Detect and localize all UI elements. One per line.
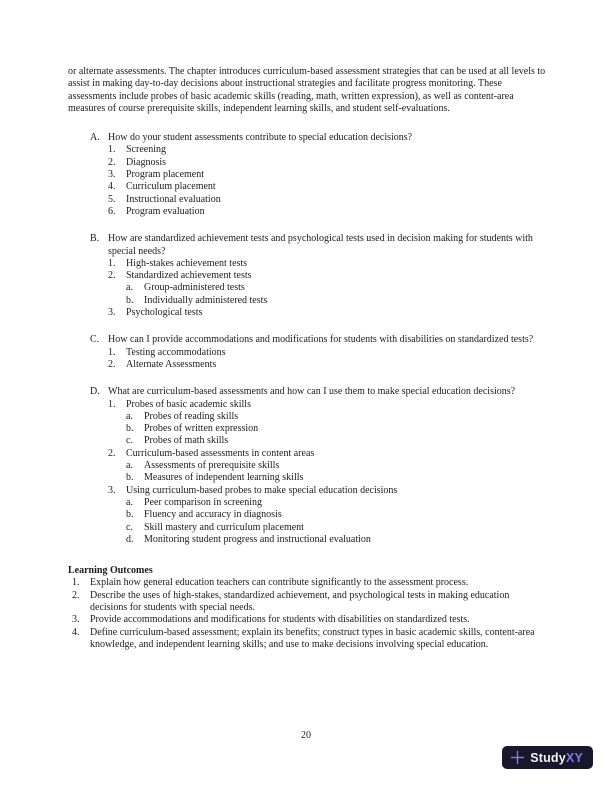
logo-brand-accent: XY [565, 750, 583, 765]
item-text: Standardized achievement tests [126, 270, 252, 282]
list-marker: c. [126, 521, 133, 533]
subitem-text: Group-administered tests [144, 282, 245, 294]
list-marker: b. [126, 294, 134, 306]
list-marker: 3. [72, 614, 80, 626]
item-text: Program evaluation [126, 205, 205, 217]
page-content [68, 66, 546, 651]
subitem-text: Monitoring student progress and instructional evaluation [144, 533, 371, 545]
list-marker: 6. [108, 205, 116, 217]
list-marker: 1. [108, 257, 116, 269]
item-text: Testing accommodations [126, 346, 226, 358]
outline-question [68, 386, 546, 398]
list-marker: a. [126, 410, 133, 422]
list-marker: 1. [108, 144, 116, 156]
list-item [68, 181, 546, 193]
outline-section-b [68, 233, 546, 319]
list-item [68, 194, 546, 206]
logo-brand: Study [530, 750, 566, 765]
learning-outcome-item [68, 577, 546, 589]
list-marker: a. [126, 496, 133, 508]
subitem-text: Individually administered tests [144, 294, 268, 306]
list-item [68, 258, 546, 270]
item-text: Program placement [126, 169, 205, 181]
item-text: Curriculum-based assessments in content areas [126, 447, 315, 459]
list-item [68, 359, 546, 371]
list-subitem [68, 295, 546, 307]
outline-section-c [68, 334, 546, 371]
item-text: High-stakes achievement tests [126, 257, 248, 269]
list-subitem [68, 509, 546, 521]
outline-section-a [68, 132, 546, 218]
list-marker: a. [126, 460, 133, 472]
subitem-text: Measures of independent learning skills [144, 472, 304, 484]
question-text: How do your student assessments contribute to special education decisions? [108, 132, 413, 144]
list-marker: 5. [108, 193, 116, 205]
list-marker: a. [126, 282, 133, 294]
list-subitem [68, 282, 546, 294]
list-item [68, 347, 546, 359]
list-marker: 3. [108, 307, 116, 319]
item-text: Screening [126, 144, 166, 156]
list-item [68, 399, 546, 411]
intro-paragraph: or alternate assessments. The chapter introduces curriculum-based assessment strategies that can be used at all levels to assist in making day-to-day decisions about instructional strategies and facilitate progress monitoring. These assessments include probes of basic academic skills (reading, math, written expression), as well as content-area measures of course prerequisite skills, independent learning skills, and student self-evaluations. [68, 66, 546, 114]
list-marker: 3. [108, 169, 116, 181]
list-marker: 4. [72, 626, 80, 638]
list-marker: 2. [108, 156, 116, 168]
outcome-text: Describe the uses of high-stakes, standardized achievement, and psychological tests in making education decisions for students with special needs. [90, 589, 510, 613]
outline-question [68, 132, 546, 144]
logo-text [530, 751, 583, 765]
outcome-text: Define curriculum-based assessment; explain its benefits; construct types in basic academic skills, content-area knowledge, and independent learning skills; and use to make decisions involving special education. [90, 626, 535, 650]
list-subitem [68, 472, 546, 484]
list-marker: 4. [108, 181, 116, 193]
list-marker: A. [90, 132, 100, 144]
list-item [68, 169, 546, 181]
subitem-text: Fluency and accuracy in diagnosis [144, 509, 282, 521]
subitem-text: Peer comparison in screening [144, 496, 263, 508]
subitem-text: Probes of math skills [144, 435, 229, 447]
list-subitem [68, 522, 546, 534]
list-marker: 1. [108, 398, 116, 410]
outline-question [68, 233, 546, 258]
subitem-text: Probes of written expression [144, 423, 259, 435]
question-text: What are curriculum-based assessments and how can I use them to make special education decisions? [108, 386, 516, 398]
page-number: 20 [301, 730, 311, 741]
list-item [68, 307, 546, 319]
list-marker: b. [126, 509, 134, 521]
list-item [68, 157, 546, 169]
question-text: How can I provide accommodations and modifications for students with disabilities on standardized tests? [108, 334, 534, 346]
list-marker: b. [126, 472, 134, 484]
list-subitem [68, 497, 546, 509]
item-text: Curriculum placement [126, 181, 216, 193]
item-text: Psychological tests [126, 307, 203, 319]
subitem-text: Assessments of prerequisite skills [144, 460, 280, 472]
item-text: Probes of basic academic skills [126, 398, 251, 410]
list-marker: 2. [108, 270, 116, 282]
list-marker: 2. [72, 589, 80, 601]
item-text: Alternate Assessments [126, 358, 217, 370]
list-item [68, 270, 546, 282]
list-marker: c. [126, 435, 133, 447]
outcome-text: Provide accommodations and modifications for students with disabilities on standardized tests. [90, 614, 470, 626]
list-marker: 1. [72, 577, 80, 589]
list-marker: b. [126, 423, 134, 435]
list-subitem [68, 423, 546, 435]
list-marker: B. [90, 233, 100, 245]
list-item [68, 485, 546, 497]
list-subitem [68, 411, 546, 423]
list-marker: 1. [108, 346, 116, 358]
outline-section-d [68, 386, 546, 546]
question-text: How are standardized achievement tests and psychological tests used in decision making for students with special needs? [108, 233, 533, 257]
item-text: Diagnosis [126, 156, 166, 168]
item-text: Using curriculum-based probes to make special education decisions [126, 484, 398, 496]
subitem-text: Probes of reading skills [144, 410, 239, 422]
learning-outcomes-heading: Learning Outcomes [68, 565, 153, 577]
studyxy-logo-badge[interactable] [502, 746, 593, 769]
list-marker: 2. [108, 358, 116, 370]
list-marker: 3. [108, 484, 116, 496]
list-subitem [68, 435, 546, 447]
item-text: Instructional evaluation [126, 193, 221, 205]
list-marker: D. [90, 386, 100, 398]
list-subitem [68, 460, 546, 472]
list-marker: d. [126, 533, 134, 545]
learning-outcome-item [68, 627, 546, 652]
outcome-text: Explain how general education teachers can contribute significantly to the assessment process. [90, 577, 469, 589]
list-marker: C. [90, 334, 100, 346]
learning-outcome-item [68, 590, 546, 615]
subitem-text: Skill mastery and curriculum placement [144, 521, 304, 533]
list-item [68, 144, 546, 156]
outline-question [68, 334, 546, 346]
plus-icon [510, 750, 525, 765]
learning-outcome-item [68, 614, 546, 626]
list-item [68, 448, 546, 460]
learning-outcomes-section [68, 565, 546, 651]
list-marker: 2. [108, 447, 116, 459]
list-subitem [68, 534, 546, 546]
list-item [68, 206, 546, 218]
